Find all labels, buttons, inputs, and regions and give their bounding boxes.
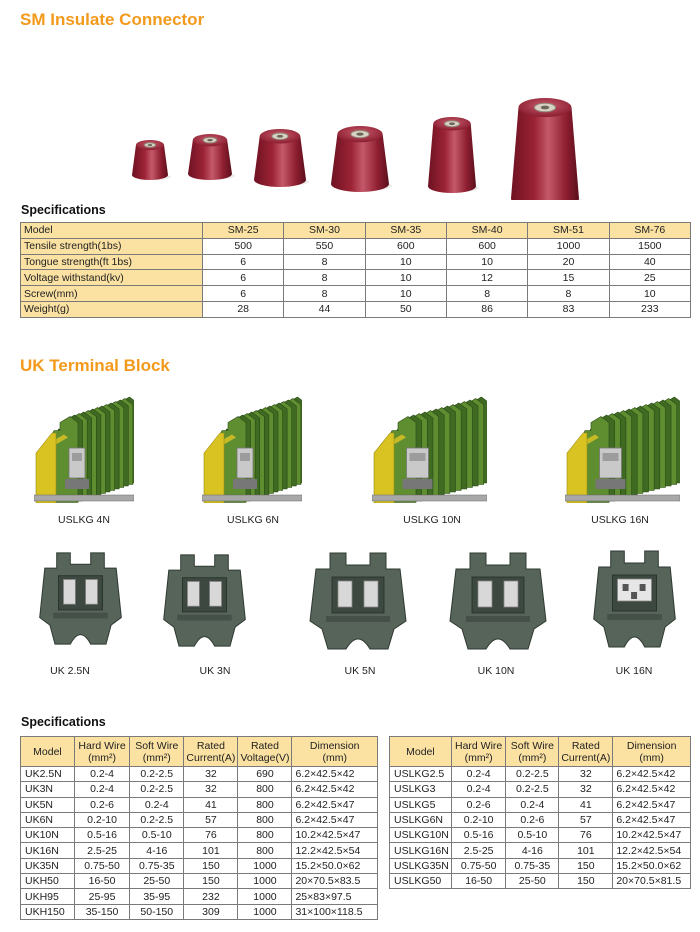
terminal-block-label: USLKG 6N [227,514,279,526]
spec-cell: 20×70.5×83.5 [292,874,378,889]
spec-cell: 150 [559,874,613,889]
sm-header-model: SM-35 [365,223,446,239]
spec-cell: 0.2-2.5 [130,782,184,797]
sm-header-model: SM-25 [203,223,284,239]
model-cell: USLKG16N [390,843,452,858]
spec-cell: 41 [559,797,613,812]
table-row [21,301,691,317]
table-row [390,767,691,782]
spec-cell: 101 [184,843,238,858]
sm-cell: 8 [284,254,365,270]
uk-spec-title: Specifications [21,715,106,729]
terminal-block-gray-drawing [162,553,247,648]
model-cell: UKH95 [21,889,75,904]
terminal-block-label: UK 3N [199,665,231,677]
spec-cell: 0.2-10 [74,812,129,827]
terminal-block-label: UK 5N [344,665,376,677]
table-row [390,843,691,858]
sm-cell: 8 [284,270,365,286]
sm-cell: 12 [446,270,527,286]
table-row [390,782,691,797]
spec-cell: 6.2×42.5×47 [613,797,691,812]
sm-cell: 1500 [609,238,690,254]
model-cell: UK6N [21,812,75,827]
uk-header-rated-voltage: Rated Voltage(V) [238,737,292,767]
model-cell: UK16N [21,843,75,858]
spec-cell: 150 [184,874,238,889]
model-cell: USLKG35N [390,858,452,873]
model-cell: USLKG3 [390,782,452,797]
terminal-block-gray-image [162,553,247,653]
sm-cell: 500 [203,238,284,254]
table-row [21,874,378,889]
table-row [390,812,691,827]
spec-cell: 0.2-6 [506,812,559,827]
sm-cell: 10 [365,254,446,270]
spec-cell: 10.2×42.5×47 [292,828,378,843]
sm-cell: 28 [203,301,284,317]
sm-header-model-label: Model [21,223,203,239]
terminal-block-gray-drawing [448,551,548,651]
terminal-block-green-image [34,393,134,508]
spec-cell: 32 [184,782,238,797]
spec-cell: 12.2×42.5×54 [292,843,378,858]
spec-cell: 150 [184,858,238,873]
table-row [21,812,378,827]
terminal-block-green-drawing [372,393,487,503]
spec-cell: 6.2×42.5×42 [613,782,691,797]
spec-cell: 12.2×42.5×54 [613,843,691,858]
spec-cell: 4-16 [130,843,184,858]
sm-cell: 10 [365,286,446,302]
insulator-drawing [0,50,700,200]
spec-cell: 0.75-35 [506,858,559,873]
spec-cell: 25-95 [74,889,129,904]
sm-cell: 8 [528,286,609,302]
uk-section-title: UK Terminal Block [20,356,170,375]
spec-cell: 0.2-4 [451,782,506,797]
spec-cell: 2.5-25 [451,843,506,858]
terminal-block-green-image [372,393,487,508]
terminal-block-label: USLKG 16N [591,514,649,526]
sm-cell: 600 [446,238,527,254]
sm-row-label: Screw(mm) [21,286,203,302]
spec-cell: 309 [184,904,238,919]
spec-cell: 0.5-10 [506,828,559,843]
sm-row-label: Weight(g) [21,301,203,317]
table-row [21,904,378,919]
spec-cell: 76 [184,828,238,843]
table-row [21,858,378,873]
spec-cell: 0.2-4 [506,797,559,812]
sm-cell: 44 [284,301,365,317]
uslkg-table-header-row [390,737,691,767]
spec-cell: 41 [184,797,238,812]
sm-cell: 15 [528,270,609,286]
spec-cell: 0.75-50 [74,858,129,873]
sm-row-label: Tensile strength(1bs) [21,238,203,254]
table-row [390,828,691,843]
spec-cell: 57 [559,812,613,827]
spec-cell: 20×70.5×81.5 [613,874,691,889]
spec-cell: 0.5-16 [74,828,129,843]
model-cell: UK35N [21,858,75,873]
spec-cell: 690 [238,767,292,782]
table-row [21,270,691,286]
spec-cell: 150 [559,858,613,873]
spec-cell: 232 [184,889,238,904]
spec-cell: 0.2-4 [74,767,129,782]
sm-cell: 600 [365,238,446,254]
uslkg-header-rated-current: Rated Current(A) [559,737,613,767]
spec-cell: 0.75-35 [130,858,184,873]
insulator-sm-51 [428,117,479,193]
spec-cell: 32 [184,767,238,782]
spec-cell: 15.2×50.0×62 [613,858,691,873]
sm-cell: 10 [365,270,446,286]
table-row [21,843,378,858]
model-cell: UKH150 [21,904,75,919]
sm-cell: 25 [609,270,690,286]
spec-cell: 57 [184,812,238,827]
spec-cell: 0.75-50 [451,858,506,873]
sm-cell: 20 [528,254,609,270]
table-row [21,797,378,812]
spec-cell: 10.2×42.5×47 [613,828,691,843]
sm-row-label: Tongue strength(ft 1bs) [21,254,203,270]
spec-cell: 6.2×42.5×47 [292,797,378,812]
uslkg-header-hard-wire: Hard Wire (mm²) [451,737,506,767]
spec-cell: 16-50 [451,874,506,889]
spec-cell: 0.5-10 [130,828,184,843]
model-cell: USLKG5 [390,797,452,812]
uslkg-header-model: Model [390,737,452,767]
terminal-block-label: UK 2.5N [50,665,90,677]
uk-spec-table [20,736,378,920]
spec-cell: 0.5-16 [451,828,506,843]
sm-cell: 10 [609,286,690,302]
table-row [21,767,378,782]
spec-cell: 6.2×42.5×42 [292,767,378,782]
table-row [390,874,691,889]
table-row [21,782,378,797]
sm-section-title: SM Insulate Connector [20,10,205,29]
sm-cell: 1000 [528,238,609,254]
spec-cell: 1000 [238,858,292,873]
table-row [390,858,691,873]
terminal-block-label: UK 16N [615,665,653,677]
sm-cell: 83 [528,301,609,317]
insulator-sm-40 [331,126,392,192]
table-row [21,238,691,254]
spec-cell: 0.2-4 [451,767,506,782]
table-row [21,828,378,843]
spec-cell: 16-50 [74,874,129,889]
uk-header-soft-wire: Soft Wire (mm²) [130,737,184,767]
sm-cell: 10 [446,254,527,270]
spec-cell: 15.2×50.0×62 [292,858,378,873]
terminal-block-label: UK 10N [477,665,515,677]
spec-cell: 0.2-6 [74,797,129,812]
spec-cell: 32 [559,782,613,797]
spec-cell: 32 [559,767,613,782]
spec-cell: 0.2-2.5 [130,767,184,782]
spec-cell: 1000 [238,889,292,904]
spec-cell: 0.2-4 [74,782,129,797]
spec-cell: 35-150 [74,904,129,919]
uk-header-model: Model [21,737,75,767]
insulator-sm-30 [188,134,235,180]
spec-cell: 0.2-10 [451,812,506,827]
terminal-block-green-drawing [34,393,134,503]
model-cell: UK3N [21,782,75,797]
sm-header-model: SM-51 [528,223,609,239]
sm-header-model: SM-76 [609,223,690,239]
uslkg-header-dimension: Dimension (mm) [613,737,691,767]
spec-cell: 0.2-2.5 [130,812,184,827]
sm-header-model: SM-30 [284,223,365,239]
spec-cell: 0.2-6 [451,797,506,812]
table-row [21,889,378,904]
spec-cell: 4-16 [506,843,559,858]
table-row [21,254,691,270]
sm-cell: 6 [203,270,284,286]
spec-cell: 800 [238,843,292,858]
model-cell: UKH50 [21,874,75,889]
terminal-block-gray-image [38,551,123,651]
spec-cell: 6.2×42.5×47 [292,812,378,827]
uslkg-header-soft-wire: Soft Wire (mm²) [506,737,559,767]
model-cell: UK5N [21,797,75,812]
spec-cell: 2.5-25 [74,843,129,858]
table-row [21,286,691,302]
model-cell: USLKG2.5 [390,767,452,782]
sm-header-model: SM-40 [446,223,527,239]
terminal-block-gray-drawing [308,551,408,651]
spec-cell: 25-50 [130,874,184,889]
sm-cell: 40 [609,254,690,270]
insulator-sm-76 [511,98,582,200]
spec-cell: 0.2-2.5 [506,782,559,797]
uslkg-spec-table [389,736,691,889]
insulator-sm-35 [254,129,309,187]
sm-cell: 6 [203,286,284,302]
terminal-block-label: USLKG 10N [403,514,461,526]
terminal-block-gray-image [308,551,408,656]
insulator-sm-25 [132,140,171,180]
sm-cell: 50 [365,301,446,317]
spec-cell: 0.2-2.5 [506,767,559,782]
spec-cell: 50-150 [130,904,184,919]
spec-cell: 6.2×42.5×42 [613,767,691,782]
spec-cell: 25-50 [506,874,559,889]
model-cell: USLKG6N [390,812,452,827]
spec-cell: 800 [238,782,292,797]
terminal-block-green-drawing [202,393,302,503]
uk-header-rated-current: Rated Current(A) [184,737,238,767]
sm-spec-title: Specifications [21,203,106,217]
terminal-block-green-image [202,393,302,508]
model-cell: UK10N [21,828,75,843]
terminal-block-gray-image [592,549,677,654]
spec-cell: 800 [238,812,292,827]
spec-cell: 1000 [238,904,292,919]
spec-cell: 800 [238,828,292,843]
sm-cell: 8 [446,286,527,302]
model-cell: USLKG50 [390,874,452,889]
sm-spec-table [20,222,691,318]
terminal-block-label: USLKG 4N [58,514,110,526]
sm-cell: 6 [203,254,284,270]
sm-table-header-row [21,223,691,239]
spec-cell: 6.2×42.5×42 [292,782,378,797]
terminal-block-gray-drawing [38,551,123,646]
spec-cell: 31×100×118.5 [292,904,378,919]
terminal-block-gray-image [448,551,548,656]
spec-cell: 0.2-4 [130,797,184,812]
spec-cell: 101 [559,843,613,858]
sm-cell: 8 [284,286,365,302]
terminal-block-gray-drawing [592,549,677,649]
spec-cell: 6.2×42.5×47 [613,812,691,827]
sm-row-label: Voltage withstand(kv) [21,270,203,286]
spec-cell: 25×83×97.5 [292,889,378,904]
model-cell: USLKG10N [390,828,452,843]
insulator-photo-row [0,50,700,200]
table-row [390,797,691,812]
sm-cell: 550 [284,238,365,254]
model-cell: UK2.5N [21,767,75,782]
terminal-block-green-image [565,393,680,508]
sm-cell: 86 [446,301,527,317]
terminal-block-green-drawing [565,393,680,503]
uk-header-dimension: Dimension (mm) [292,737,378,767]
spec-cell: 1000 [238,874,292,889]
spec-cell: 76 [559,828,613,843]
uk-table-header-row [21,737,378,767]
sm-cell: 233 [609,301,690,317]
uk-header-hard-wire: Hard Wire (mm²) [74,737,129,767]
spec-cell: 35-95 [130,889,184,904]
spec-cell: 800 [238,797,292,812]
